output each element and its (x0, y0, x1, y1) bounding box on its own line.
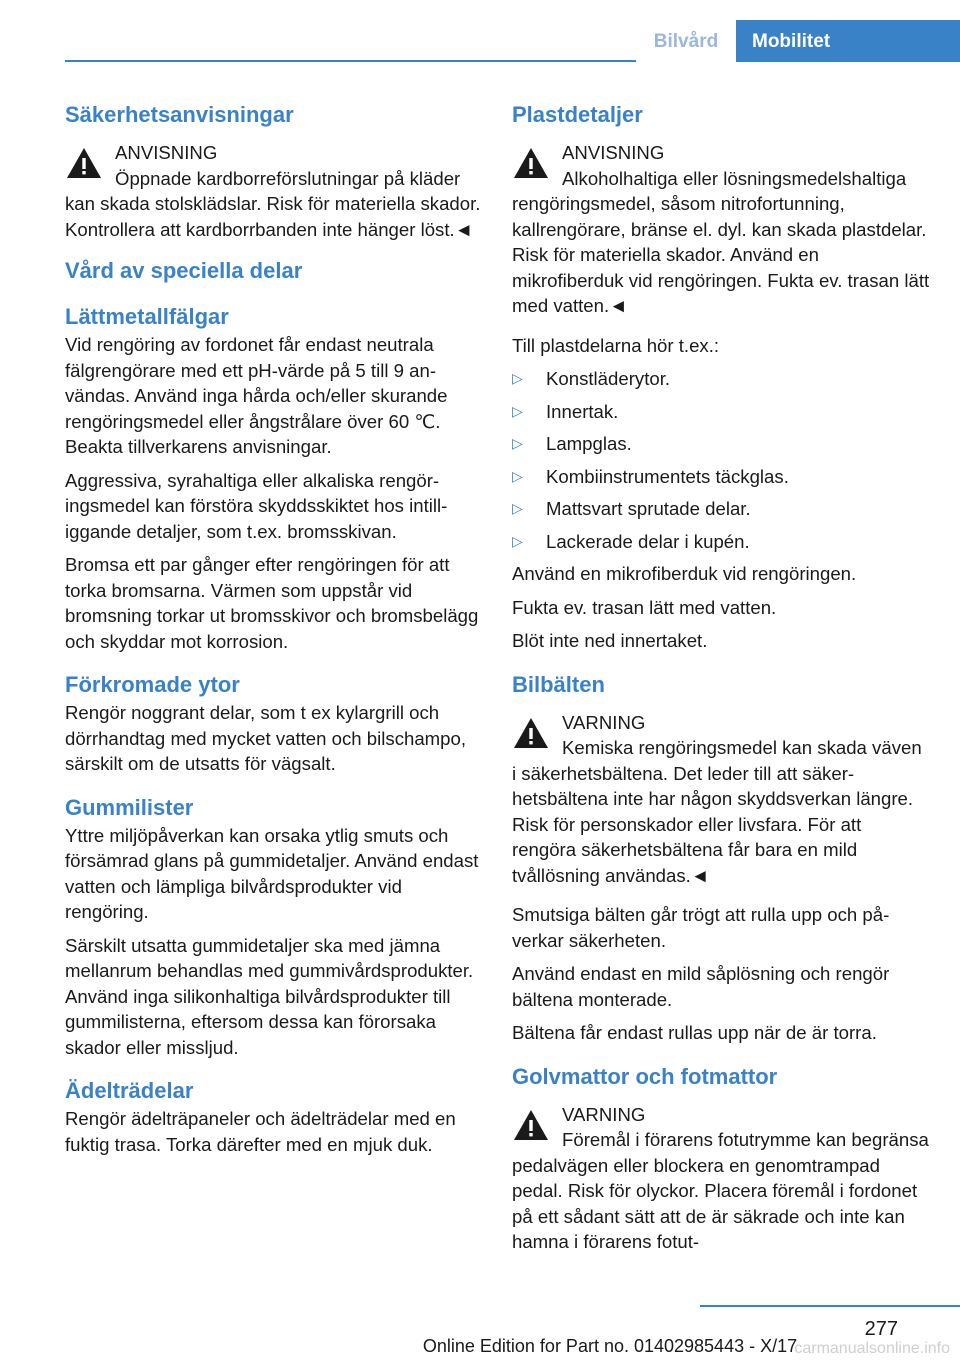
warning-box (512, 710, 930, 889)
warning-triangle-icon (65, 146, 103, 180)
heading-plastdetaljer: Plastdetaljer (512, 102, 643, 127)
paragraph: Särskilt utsatta gummidetaljer ska med jämna mellanrum behandlas med gummivårdsprodukter. Använd inga silikonhaltiga bilvårdsprodukter till gummilisterna, eftersom dessa kan förorsaka skador eller missljud. (65, 934, 474, 1058)
watermark: carmanualsonline.info (794, 1340, 950, 1357)
heading-bilbalten: Bilbälten (512, 671, 605, 697)
heading-adeltradelar: Ädelträdelar (65, 1078, 194, 1103)
paragraph: Vid rengöring av fordonet får endast neutrala fälgrengörare med ett pH-värde på 5 till 9 användas. Använd inga hårda och/eller skurande rengöringsmedel eller ångstrålare över 60 ℃. Beakta tillverkarens anvisningar. (65, 334, 448, 457)
tab-mobilitet[interactable]: Mobilitet (736, 20, 960, 62)
triangle-bullet-icon: ▷ (512, 500, 523, 516)
triangle-bullet-icon: ▷ (512, 467, 523, 484)
paragraph: Bältena får endast rullas upp när de är torra. (512, 1022, 877, 1043)
heading-golvmattor: Golvmattor och fotmattor (512, 1063, 778, 1089)
triangle-bullet-icon: ▷ (512, 402, 523, 419)
right-column (512, 100, 930, 1269)
triangle-bullet-icon: ▷ (512, 370, 523, 386)
tab-bilvard[interactable]: Bilvård (636, 20, 736, 62)
paragraph: Bromsa ett par gånger efter rengöringen för att torka bromsarna. Värmen som uppstår vid bromsning torkar ut bromsskivor och bromsbelägg och skyddar mot korrosion. (65, 554, 479, 652)
list-item: ▷ Konstläderytor. (512, 366, 930, 392)
list-item: ▷ Kombiinstrumentets täckglas. (512, 464, 930, 490)
paragraph: Smutsiga bälten går trögt att rulla upp och påverkar säkerheten. (512, 904, 890, 951)
warning-text: Öppnade kardborreförslutningar på kläder kan skada stolsklädslar. Risk för materiella skador. Kontrollera att kardborrbanden inte hänger löst.◄ (65, 167, 481, 240)
triangle-bullet-icon: ▷ (512, 532, 523, 549)
page-number: 277 (864, 1318, 898, 1340)
list-item: ▷ Lampglas. (512, 431, 930, 457)
triangle-bullet-icon: ▷ (512, 435, 523, 451)
paragraph: Till plastdelarna hör t.ex.: (512, 334, 720, 356)
paragraph: Yttre miljöpåverkan kan orsaka ytlig smuts och försämrad glans på gummidetaljer. Använd endast vatten och lämpliga bilvårdsprodukter vid rengöring. (65, 824, 479, 922)
paragraph: Aggressiva, syrahaltiga eller alkaliska rengöringsmedel kan förstöra skyddsskiktet hos intilliggande detaljer, som t.ex. bromsskivan. (65, 469, 448, 542)
footer-rule (700, 1305, 960, 1307)
edition-footer: Online Edition for Part no. 01402985443 - X/17 (422, 1336, 798, 1356)
warning-title: ANVISNING (562, 142, 665, 163)
warning-triangle-icon (512, 1108, 550, 1142)
paragraph: Blöt inte ned innertaket. (512, 630, 708, 651)
paragraph: Rengör noggrant delar, som t ex kylargrill och dörrhandtag med mycket vatten och bilschampo, särskilt om de utsatts för vägsalt. (65, 702, 467, 774)
warning-title: VARNING (562, 711, 646, 733)
warning-text: Kemiska rengöringsmedel kan skada väven i säkerhetsbältena. Det leder till att säkerhetsbältena inte har någon skyddsverkan längre. Risk för personskador eller livsfara. För att rengöra säkerhetsbältena får bara en mild tvållösning användas.◄ (512, 737, 922, 886)
warning-text: Alkoholhaltiga eller lösningsmedelshaltiga rengöringsmedel, såsom nitrofortunning, kallrengörare, bränse el. dyl. kan skada plastdelar. Risk för materiella skador. Använd en mikrofiberduk vid rengöringen. Fukta ev. trasan lätt med vatten.◄ (512, 167, 930, 316)
heading-lattmetallfalgar: Lättmetallfälgar (65, 304, 229, 329)
heading-sakerhetsanvisningar: Säkerhetsanvisningar (65, 102, 294, 127)
plastic-parts-list (512, 366, 930, 554)
heading-forkromade-ytor: Förkromade ytor (65, 672, 240, 697)
list-item: ▷ Lackerade delar i kupén. (512, 529, 930, 555)
left-column (65, 100, 483, 1165)
warning-title: VARNING (562, 1103, 646, 1125)
paragraph: Använd en mikrofiberduk vid rengöringen. (512, 563, 857, 584)
warning-title: ANVISNING (115, 142, 218, 163)
heading-gummilister: Gummilister (65, 794, 194, 820)
warning-text: Föremål i förarens fotutrymme kan begränsa pedalvägen eller blockera en genomtrampad pedal. Risk för olyckor. Placera föremål i fordonet på ett sådant sätt att de är säkrade och inte kan hamna i förarens fotut- (512, 1129, 929, 1252)
list-item: ▷ Mattsvart sprutade delar. (512, 496, 930, 522)
paragraph: Fukta ev. trasan lätt med vatten. (512, 596, 777, 618)
paragraph: Använd endast en mild såplösning och rengör bältena monterade. (512, 963, 890, 1010)
heading-vard-speciella-delar: Vård av speciella delar (65, 258, 303, 283)
list-item: ▷ Innertak. (512, 399, 930, 425)
warning-box (512, 140, 930, 319)
warning-triangle-icon (512, 716, 550, 750)
paragraph: Rengör ädelträpaneler och ädelträdelar med en fuktig trasa. Torka därefter med en mjuk duk. (65, 1108, 456, 1155)
warning-box (512, 1102, 930, 1255)
warning-box (65, 140, 483, 242)
warning-triangle-icon (512, 146, 550, 180)
